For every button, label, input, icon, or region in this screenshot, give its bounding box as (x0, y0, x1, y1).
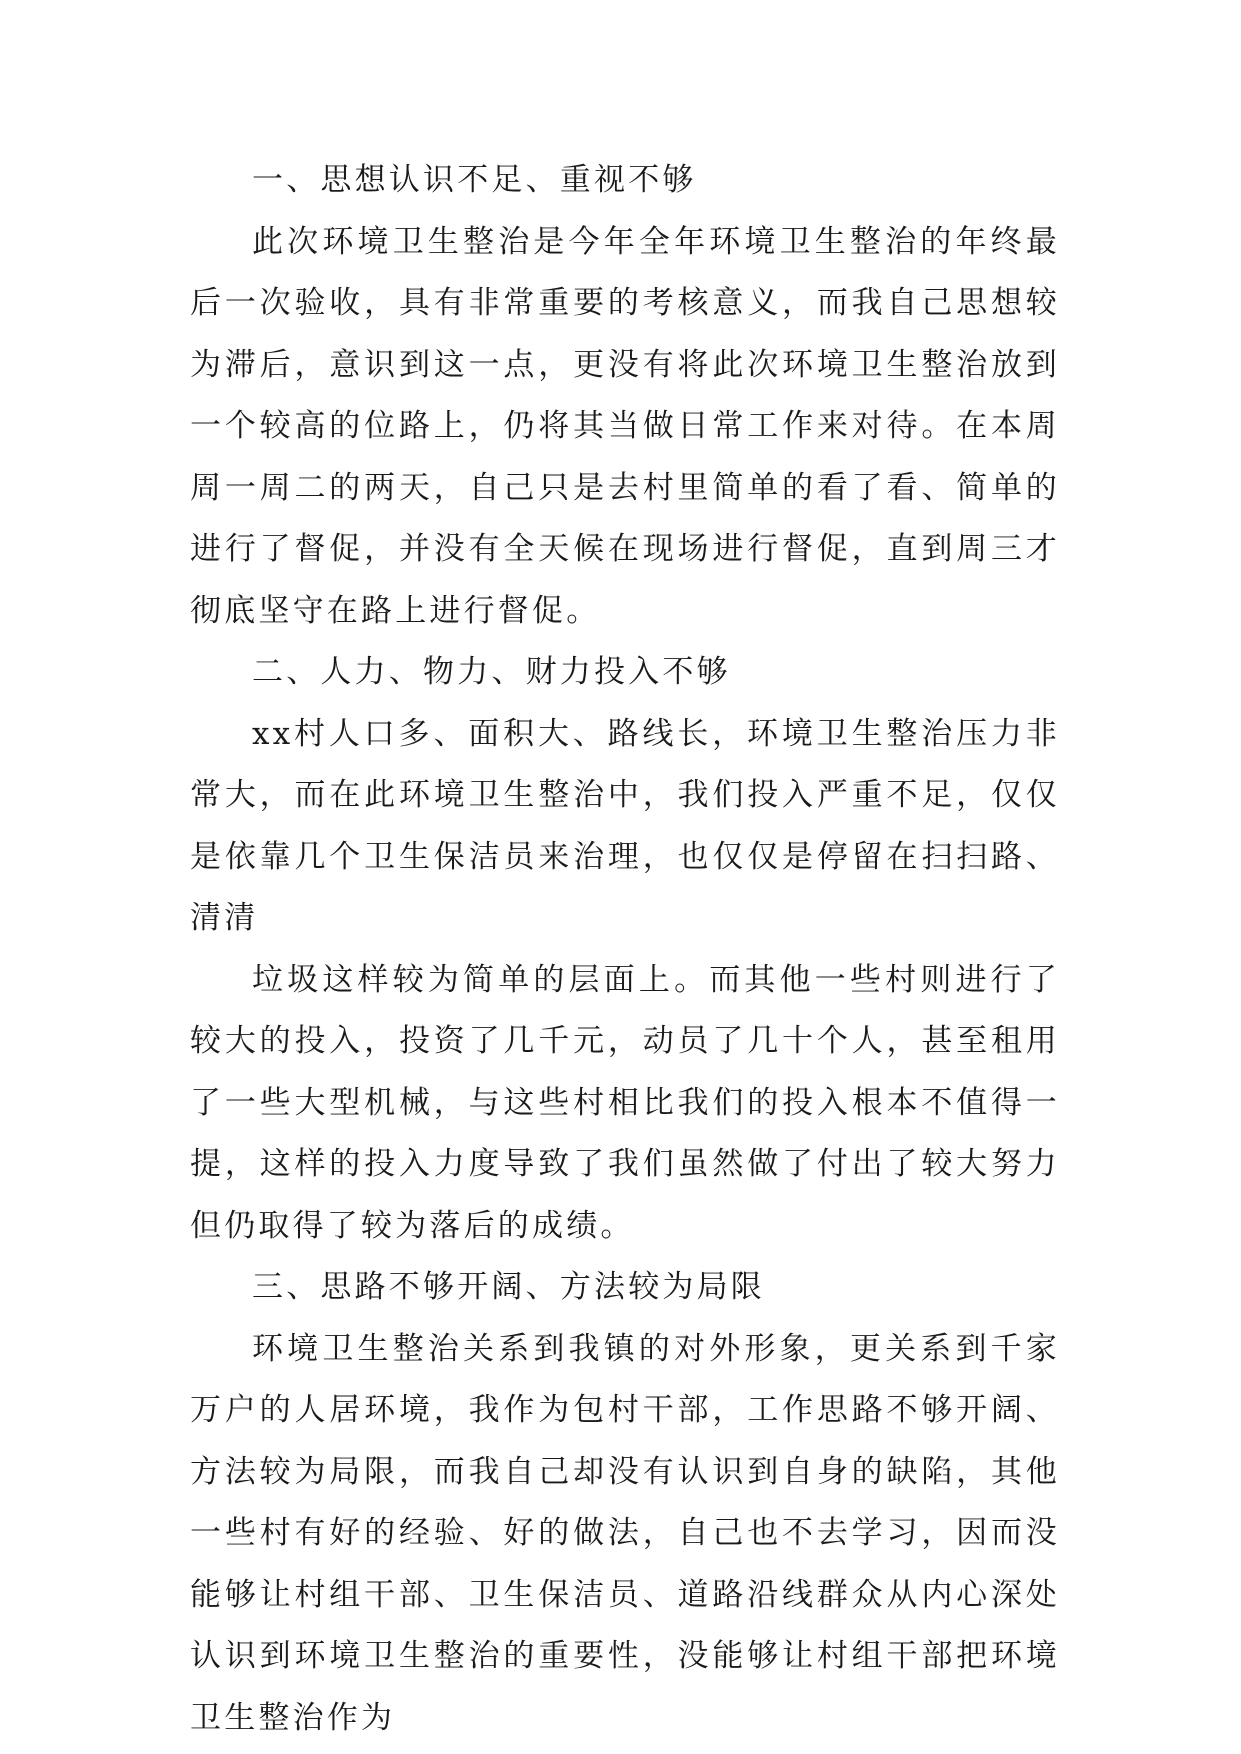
document-body (190, 150, 1060, 1749)
paragraph-1: 此次环境卫生整治是今年全年环境卫生整治的年终最后一次验收，具有非常重要的考核意义，而我自己思想较为滞后，意识到这一点，更没有将此次环境卫生整治放到一个较高的位路上，仍将其当做日常工作来对待。在本周周一周二的两天，自己只是去村里简单的看了看、简单的进行了督促，并没有全天候在现场进行督促，直到周三才彻底坚守在路上进行督促。 (190, 223, 1060, 629)
section-heading-3: 三、思路不够开阔、方法较为局限 (252, 1269, 765, 1305)
paragraph-3: 垃圾这样较为简单的层面上。而其他一些村则进行了较大的投入，投资了几千元，动员了几十个人，甚至租用了一些大型机械，与这些村相比我们的投入根本不值得一提，这样的投入力度导致了我们虽然做了付出了较大努力但仍取得了较为落后的成绩。 (190, 961, 1060, 1244)
paragraph-4: 环境卫生整治关系到我镇的对外形象，更关系到千家万户的人居环境，我作为包村干部，工作思路不够开阔、方法较为局限，而我自己却没有认识到自身的缺陷，其他一些村有好的经验、好的做法，自己也不去学习，因而没能够让村组干部、卫生保洁员、道路沿线群众从内心深处认识到环境卫生整治的重要性，没能够让村组干部把环境卫生整治作为 (190, 1330, 1060, 1736)
section-heading-1: 一、思想认识不足、重视不够 (252, 162, 697, 198)
paragraph-2: xx村人口多、面积大、路线长，环境卫生整治压力非常大，而在此环境卫生整治中，我们投入严重不足，仅仅是依靠几个卫生保洁员来治理，也仅仅是停留在扫扫路、清清 (190, 715, 1060, 936)
section-heading-2: 二、人力、物力、财力投入不够 (252, 654, 731, 690)
